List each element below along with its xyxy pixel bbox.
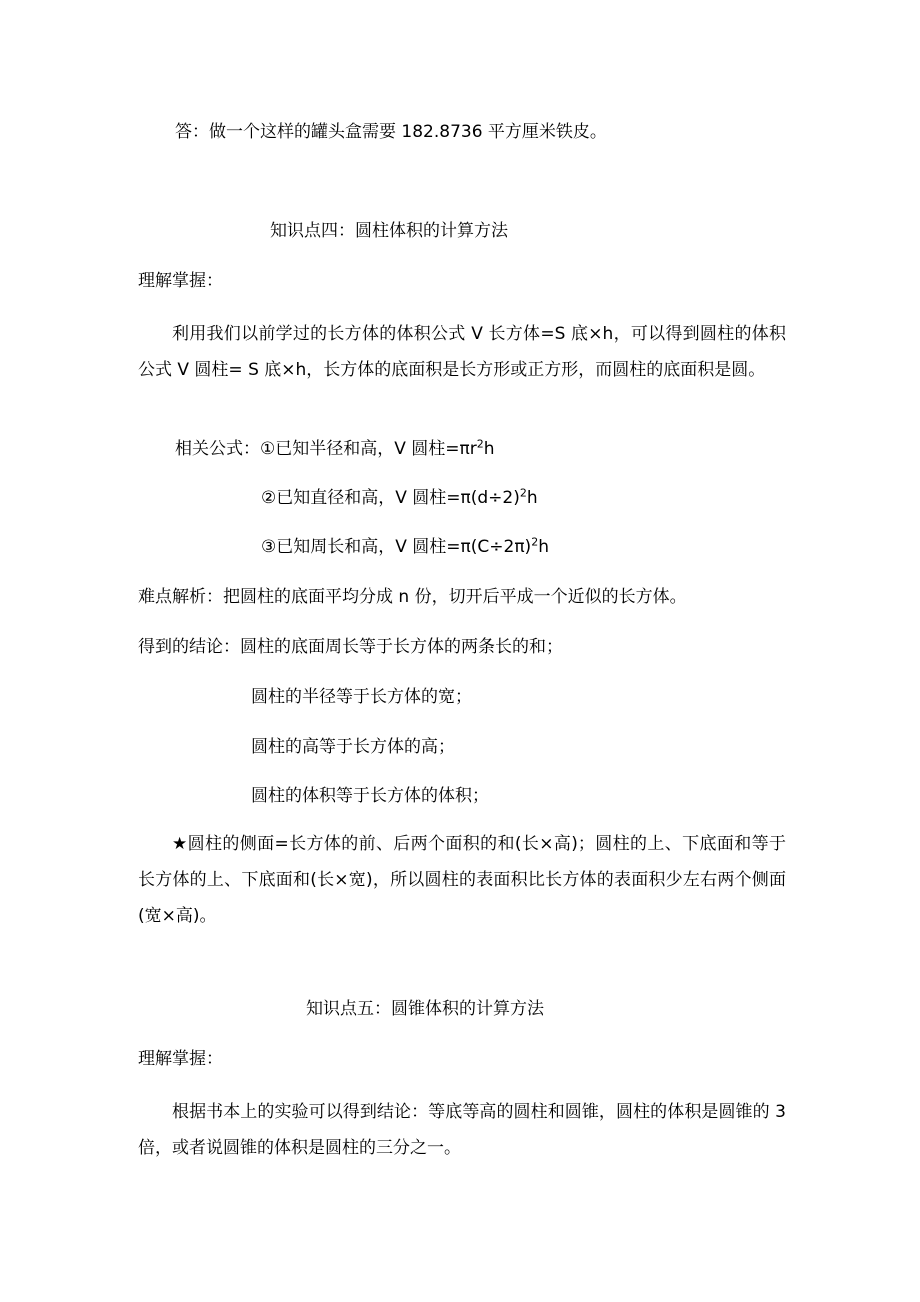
difficulty-analysis: 难点解析：把圆柱的底面平均分成 n 份，切开后平成一个近似的长方体。 (138, 587, 687, 607)
star-note-paragraph: ★圆柱的侧面=长方体的前、后两个面积的和(长×高)；圆柱的上、下底面和等于长方体的上、下底面和(长×宽)，所以圆柱的表面积比长方体的表面积少左右两个侧面(宽×高)。 (138, 834, 786, 926)
conclusion-3: 圆柱的高等于长方体的高； (251, 737, 455, 757)
section-5-understand-label: 理解掌握： (138, 1049, 223, 1069)
conclusion-4: 圆柱的体积等于长方体的体积； (251, 786, 489, 806)
formula-2-exponent: 2 (519, 486, 527, 500)
section-4-intro-paragraph: 利用我们以前学过的长方体的体积公式 V 长方体=S 底×h，可以得到圆柱的体积公式 V 圆柱= S 底×h，长方体的底面积是长方形或正方形，而圆柱的底面积是圆。 (138, 324, 786, 380)
section-5-title: 知识点五：圆锥体积的计算方法 (306, 999, 544, 1019)
formula-line-3 (261, 535, 549, 559)
section-5-intro-paragraph: 根据书本上的实验可以得到结论：等底等高的圆柱和圆锥，圆柱的体积是圆锥的 3 倍，或者说圆锥的体积是圆柱的三分之一。 (138, 1102, 786, 1158)
formula-2-tail: h (526, 488, 538, 508)
formula-3-exponent: 2 (531, 535, 539, 549)
formula-label: 相关公式： (175, 439, 260, 459)
conclusion-1: 圆柱的底面周长等于长方体的两条长的和； (240, 637, 563, 657)
formula-1-exponent: 2 (476, 437, 484, 451)
answer-line: 答：做一个这样的罐头盒需要 182.8736 平方厘米铁皮。 (175, 122, 607, 142)
conclusion-2: 圆柱的半径等于长方体的宽； (251, 687, 472, 707)
formula-line-2 (261, 486, 538, 510)
formula-1: ①已知半径和高，V 圆柱=πr (260, 439, 477, 459)
section-4-understand-label: 理解掌握： (138, 271, 223, 291)
formula-3: ③已知周长和高，V 圆柱=π(C÷2π) (261, 537, 532, 557)
conclusion-label: 得到的结论： (138, 637, 240, 657)
formula-2: ②已知直径和高，V 圆柱=π(d÷2) (261, 488, 520, 508)
formula-3-tail: h (538, 537, 549, 557)
conclusion-line-1 (138, 635, 563, 659)
formula-1-tail: h (483, 439, 495, 459)
section-4-title: 知识点四：圆柱体积的计算方法 (270, 221, 508, 241)
formula-line-1 (175, 437, 495, 461)
